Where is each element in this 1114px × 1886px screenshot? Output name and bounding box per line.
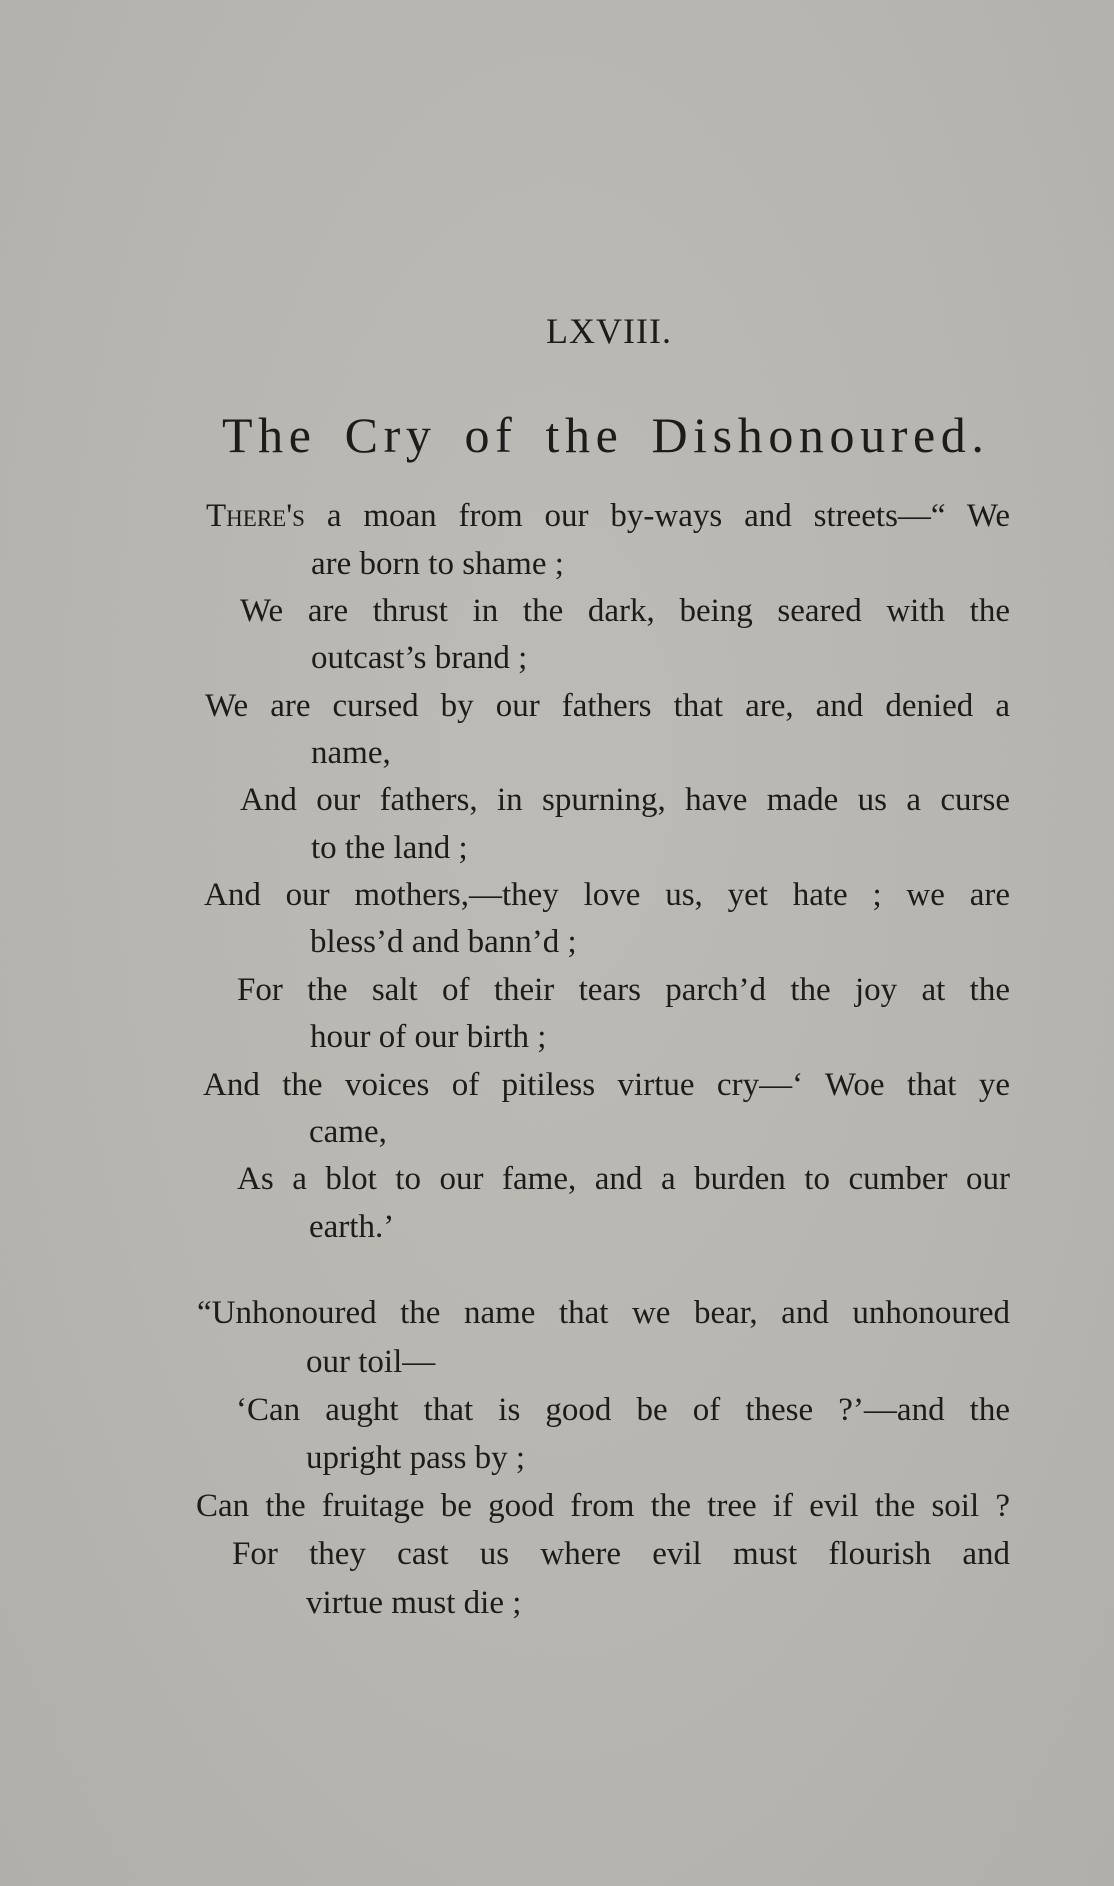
poem-line: ‘Can aught that is good be of these ?’—and the: [236, 1392, 1010, 1428]
poem-line: hour of our birth ;: [310, 1019, 547, 1055]
poem-line: are born to shame ;: [311, 546, 564, 582]
poem-line: We are thrust in the dark, being seared with the: [240, 593, 1010, 629]
poem-line: virtue must die ;: [306, 1585, 522, 1621]
poem-title: The Cry of the Dishonoured.: [222, 407, 990, 463]
poem-line: came,: [309, 1114, 387, 1150]
poem-line: For the salt of their tears parch’d the joy at the: [237, 972, 1010, 1008]
poem-line: Can the fruitage be good from the tree if evil the soil ?: [196, 1488, 1010, 1524]
poem-number: LXVIII.: [546, 311, 672, 351]
poem-line: earth.’: [309, 1209, 395, 1245]
opening-word: There's: [206, 498, 305, 534]
poem-line: And our fathers, in spurning, have made us a curse: [240, 782, 1010, 818]
poem-line: And our mothers,—they love us, yet hate ; we are: [204, 877, 1010, 913]
poem-line: outcast’s brand ;: [311, 640, 528, 676]
poem-line: upright pass by ;: [306, 1440, 526, 1476]
poem-line: There's a moan from our by-ways and streets—“ We: [206, 498, 1010, 534]
poem-line: As a blot to our fame, and a burden to cumber our: [237, 1161, 1010, 1197]
poem-line: our toil—: [306, 1344, 436, 1380]
poem-line: For they cast us where evil must flourish and: [232, 1536, 1010, 1572]
poem-line: And the voices of pitiless virtue cry—‘ Woe that ye: [203, 1067, 1010, 1103]
poem-line: bless’d and bann’d ;: [310, 924, 577, 960]
poem-line: “Unhonoured the name that we bear, and unhonoured: [197, 1295, 1010, 1331]
poem-line: We are cursed by our fathers that are, and denied a: [205, 688, 1010, 724]
poem-line: name,: [311, 735, 391, 771]
poem-line: to the land ;: [311, 830, 468, 866]
